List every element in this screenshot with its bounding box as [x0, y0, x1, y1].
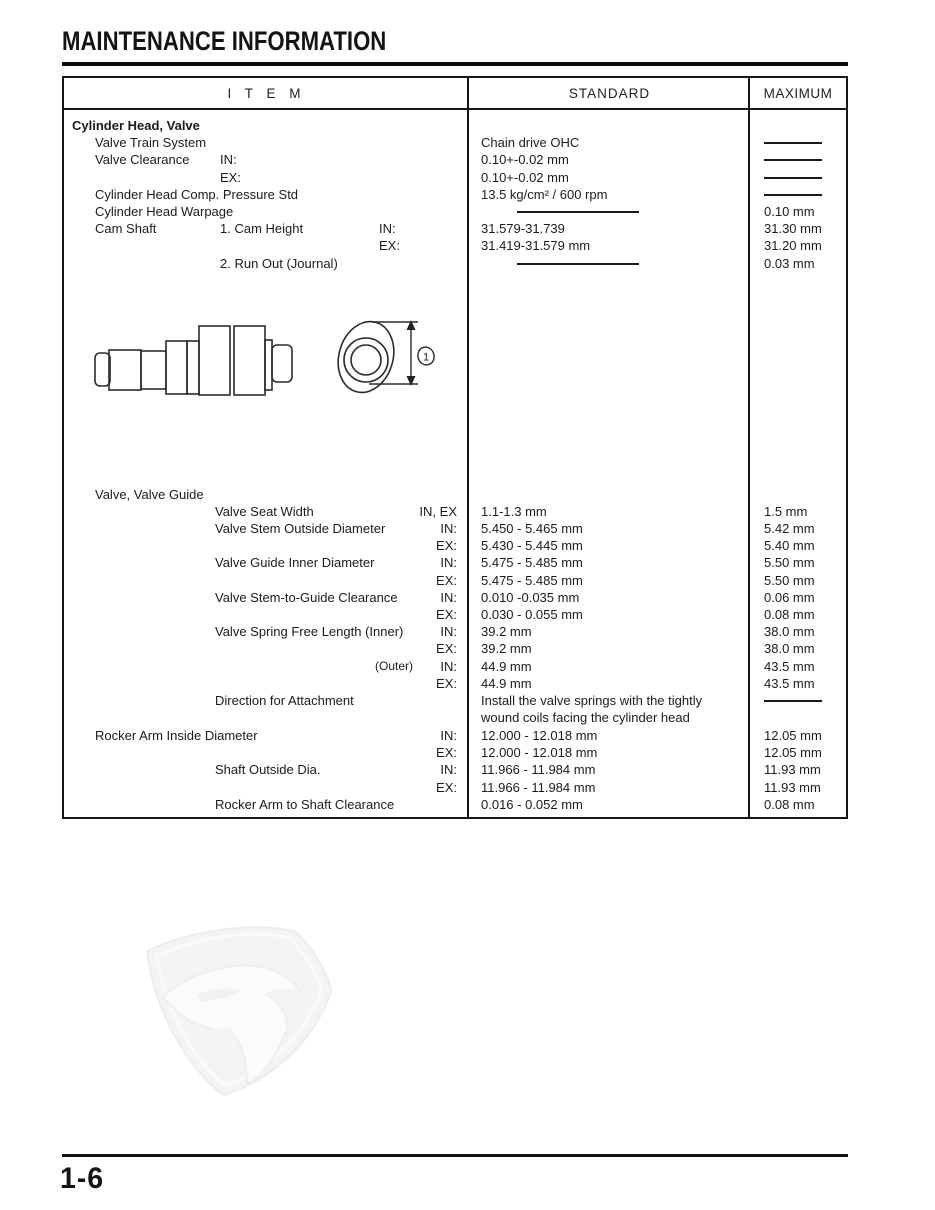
standard-value: 12.000 - 12.018 mm — [481, 745, 598, 761]
standard-value: 5.450 - 5.465 mm — [481, 521, 583, 537]
spec-row — [64, 220, 846, 237]
standard-cell — [469, 675, 750, 692]
maximum-cell — [750, 186, 846, 203]
standard-cell — [469, 606, 750, 623]
maximum-value: 0.10 mm — [764, 203, 815, 219]
standard-cell — [469, 761, 750, 778]
item-label: Valve Stem Outside Diameter — [215, 521, 386, 537]
item-cell — [64, 623, 469, 640]
item-label: Valve Stem-to-Guide Clearance — [215, 589, 398, 605]
spec-row — [64, 606, 846, 623]
item-cell — [64, 658, 469, 675]
standard-cell — [469, 692, 750, 727]
inout-tag: EX: — [436, 607, 457, 622]
maximum-cell — [750, 779, 846, 796]
maximum-value: 43.5 mm — [764, 658, 815, 674]
inout-tag: EX: — [436, 538, 457, 554]
standard-value: 5.430 - 5.445 mm — [481, 538, 583, 554]
standard-value: 0.030 - 0.055 mm — [481, 607, 583, 622]
viper-head-shield-watermark-icon — [126, 912, 346, 1104]
maximum-cell — [750, 658, 846, 675]
standard-cell — [469, 186, 750, 203]
camshaft-side-view — [95, 326, 292, 395]
spec-row — [64, 658, 846, 675]
maximum-cell — [750, 486, 846, 503]
item-cell — [64, 151, 469, 168]
item-label: Rocker Arm Inside Diameter — [95, 727, 258, 743]
camshaft-diagram — [94, 304, 446, 406]
standard-cell — [469, 623, 750, 640]
standard-cell — [469, 520, 750, 537]
item-cell — [64, 796, 469, 813]
standard-cell — [469, 796, 750, 813]
standard-value: 31.419-31.579 mm — [481, 238, 591, 254]
column-divider — [748, 78, 750, 817]
table-header-row — [64, 78, 846, 110]
item-cell — [64, 169, 469, 186]
spec-row — [64, 203, 846, 220]
maximum-cell — [750, 203, 846, 220]
maximum-cell — [750, 796, 846, 813]
dim-label-circle-1 — [416, 345, 437, 367]
section-header-row — [64, 486, 846, 503]
standard-cell — [469, 151, 750, 168]
page-number: 1-6 — [60, 1162, 105, 1195]
inout-tag: IN: — [440, 658, 457, 674]
maximum-value: 11.93 mm — [764, 779, 821, 795]
cylinder-head-section — [64, 117, 846, 272]
spec-table — [62, 76, 848, 819]
spec-row — [64, 255, 846, 272]
standard-cell — [469, 203, 750, 220]
inout-tag: IN: — [440, 555, 457, 571]
standard-cell — [469, 220, 750, 237]
header-maximum: MAXIMUM — [763, 85, 833, 101]
maximum-value: 5.42 mm — [764, 521, 815, 537]
maximum-cell — [750, 675, 846, 692]
spec-row — [64, 151, 846, 168]
spec-row — [64, 623, 846, 640]
inout-tag: EX: — [436, 641, 457, 657]
inout-tag: EX: — [436, 745, 457, 761]
maximum-cell — [750, 537, 846, 554]
inout-tag: IN: — [440, 727, 457, 743]
spec-row — [64, 134, 846, 151]
standard-cell — [469, 117, 750, 134]
standard-cell — [469, 237, 750, 254]
section-header-row — [64, 117, 846, 134]
maximum-cell — [750, 606, 846, 623]
item-cell — [64, 727, 469, 744]
maximum-value: 43.5 mm — [764, 675, 815, 691]
cam-lobe-end-view — [330, 315, 402, 399]
maximum-value: 31.30 mm — [764, 221, 822, 237]
item-qualifier: (Outer) — [374, 658, 413, 673]
page-title-block — [62, 26, 848, 66]
spec-row — [64, 237, 846, 254]
maximum-value: 31.20 mm — [764, 238, 822, 254]
spec-row — [64, 554, 846, 571]
standard-value: 31.579-31.739 — [481, 221, 565, 237]
maximum-value: 5.50 mm — [764, 555, 815, 571]
item-cell — [64, 572, 469, 589]
header-item: I T E M — [227, 85, 306, 101]
item-cell — [64, 134, 469, 151]
dash-placeholder — [764, 700, 822, 702]
standard-value: 44.9 mm — [481, 658, 532, 674]
spec-row — [64, 537, 846, 554]
item-sublabel: 2. Run Out (Journal) — [220, 255, 338, 271]
standard-value: 11.966 - 11.984 mm — [481, 779, 596, 795]
standard-value: 1.1-1.3 mm — [481, 503, 547, 519]
maximum-value: 11.93 mm — [764, 762, 821, 778]
item-cell — [64, 554, 469, 571]
spec-row — [64, 761, 846, 778]
standard-cell — [469, 486, 750, 503]
item-cell — [64, 537, 469, 554]
footer-rule — [62, 1154, 848, 1157]
item-label: Valve Train System — [95, 135, 207, 151]
standard-cell — [469, 554, 750, 571]
maximum-cell — [750, 554, 846, 571]
spec-row — [64, 572, 846, 589]
maximum-cell — [750, 151, 846, 168]
standard-value: 44.9 mm — [481, 675, 532, 691]
item-cell — [64, 744, 469, 761]
inout-tag: EX: — [379, 238, 400, 254]
spec-row — [64, 503, 846, 520]
maximum-value: 0.06 mm — [764, 589, 815, 605]
maximum-cell — [750, 761, 846, 778]
maximum-value: 5.50 mm — [764, 572, 815, 588]
standard-cell — [469, 640, 750, 657]
item-cell — [64, 255, 469, 272]
item-cell — [64, 640, 469, 657]
standard-value: 0.016 - 0.052 mm — [481, 796, 583, 812]
item-label: Cylinder Head, Valve — [72, 118, 200, 133]
maximum-value: 38.0 mm — [764, 641, 815, 657]
maximum-cell — [750, 727, 846, 744]
item-label: Valve Clearance — [95, 152, 190, 168]
page-title: MAINTENANCE INFORMATION — [62, 26, 387, 56]
valve-guide-section — [64, 486, 846, 813]
standard-value: Chain drive OHC — [481, 135, 580, 151]
standard-cell — [469, 255, 750, 272]
standard-cell — [469, 537, 750, 554]
maximum-cell — [750, 692, 846, 727]
maximum-cell — [750, 169, 846, 186]
maximum-cell — [750, 572, 846, 589]
item-sublabel: EX: — [220, 169, 241, 185]
inout-tag: IN: — [440, 624, 457, 640]
dash-placeholder — [764, 177, 822, 179]
maximum-cell — [750, 640, 846, 657]
spec-row — [64, 744, 846, 761]
maximum-cell — [750, 744, 846, 761]
maximum-value: 0.03 mm — [764, 255, 815, 271]
standard-value: 0.10+-0.02 mm — [481, 169, 569, 185]
standard-value: 13.5 kg/cm² / 600 rpm — [481, 186, 608, 202]
item-label: Cam Shaft — [95, 221, 157, 237]
inout-tag: IN: — [379, 221, 396, 237]
dash-placeholder — [764, 159, 822, 161]
standard-cell — [469, 134, 750, 151]
standard-cell — [469, 169, 750, 186]
standard-cell — [469, 572, 750, 589]
standard-value: 39.2 mm — [481, 624, 532, 640]
maximum-value: 0.08 mm — [764, 796, 815, 812]
spec-row — [64, 640, 846, 657]
inout-tag: IN: — [440, 762, 457, 778]
standard-value: 39.2 mm — [481, 641, 532, 657]
maximum-cell — [750, 255, 846, 272]
maximum-cell — [750, 117, 846, 134]
item-cell — [64, 237, 469, 254]
standard-value: 0.10+-0.02 mm — [481, 152, 569, 168]
dash-placeholder — [764, 194, 822, 196]
item-label: Valve, Valve Guide — [95, 486, 204, 502]
inout-tag: IN: — [440, 589, 457, 605]
spec-row — [64, 796, 846, 813]
dash-placeholder — [517, 211, 639, 213]
spec-row — [64, 692, 846, 727]
inout-tag: IN: — [440, 521, 457, 537]
item-cell — [64, 675, 469, 692]
spec-row — [64, 727, 846, 744]
svg-text:1: 1 — [422, 351, 430, 364]
item-cell — [64, 220, 469, 237]
standard-value: 11.966 - 11.984 mm — [481, 762, 596, 778]
item-cell — [64, 186, 469, 203]
maximum-value: 12.05 mm — [764, 727, 822, 743]
inout-tag: EX: — [436, 779, 457, 795]
item-cell — [64, 503, 469, 520]
maximum-cell — [750, 520, 846, 537]
standard-cell — [469, 589, 750, 606]
maximum-cell — [750, 589, 846, 606]
spec-row — [64, 675, 846, 692]
standard-value: 5.475 - 5.485 mm — [481, 572, 583, 588]
standard-cell — [469, 503, 750, 520]
maximum-value: 5.40 mm — [764, 538, 815, 554]
item-label: Cylinder Head Comp. Pressure Std — [95, 186, 299, 202]
spec-row — [64, 520, 846, 537]
spec-row — [64, 589, 846, 606]
item-label: Cylinder Head Warpage — [95, 203, 234, 219]
standard-cell — [469, 658, 750, 675]
maximum-value: 38.0 mm — [764, 624, 815, 640]
standard-cell — [469, 779, 750, 796]
dash-placeholder — [764, 142, 822, 144]
item-cell — [64, 692, 469, 727]
dash-placeholder — [517, 263, 639, 265]
item-cell — [64, 589, 469, 606]
figure-block — [64, 272, 846, 486]
maximum-cell — [750, 220, 846, 237]
item-label: Valve Guide Inner Diameter — [215, 555, 375, 571]
item-cell — [64, 779, 469, 796]
item-cell — [64, 486, 469, 503]
inout-tag: IN, EX — [419, 503, 457, 519]
maximum-value: 0.08 mm — [764, 607, 815, 622]
standard-value: Install the valve springs with the tightly wound coils facing the cylinder head — [481, 692, 703, 726]
spec-row — [64, 186, 846, 203]
maximum-cell — [750, 623, 846, 640]
maximum-value: 1.5 mm — [764, 503, 808, 519]
inout-tag: EX: — [436, 675, 457, 691]
item-cell — [64, 117, 469, 134]
maximum-cell — [750, 237, 846, 254]
item-label: Valve Spring Free Length (Inner) — [215, 624, 404, 640]
item-cell — [64, 606, 469, 623]
item-cell — [64, 520, 469, 537]
item-sublabel: 1. Cam Height — [220, 221, 304, 237]
standard-value: 5.475 - 5.485 mm — [481, 555, 583, 571]
standard-value: 0.010 -0.035 mm — [481, 589, 580, 605]
item-sublabel: IN: — [220, 152, 237, 168]
spec-row — [64, 779, 846, 796]
column-divider — [467, 78, 469, 817]
item-cell — [64, 203, 469, 220]
item-label: Direction for Attachment — [215, 692, 354, 708]
standard-cell — [469, 727, 750, 744]
table-body — [64, 110, 846, 817]
item-label: Rocker Arm to Shaft Clearance — [215, 796, 395, 812]
spec-row — [64, 169, 846, 186]
maximum-cell — [750, 503, 846, 520]
maximum-value: 12.05 mm — [764, 745, 822, 761]
standard-value: 12.000 - 12.018 mm — [481, 727, 598, 743]
item-label: Valve Seat Width — [215, 503, 314, 519]
standard-cell — [469, 744, 750, 761]
item-label: Shaft Outside Dia. — [215, 762, 321, 778]
inout-tag: EX: — [436, 572, 457, 588]
maximum-cell — [750, 134, 846, 151]
item-cell — [64, 761, 469, 778]
header-standard: STANDARD — [568, 85, 651, 101]
